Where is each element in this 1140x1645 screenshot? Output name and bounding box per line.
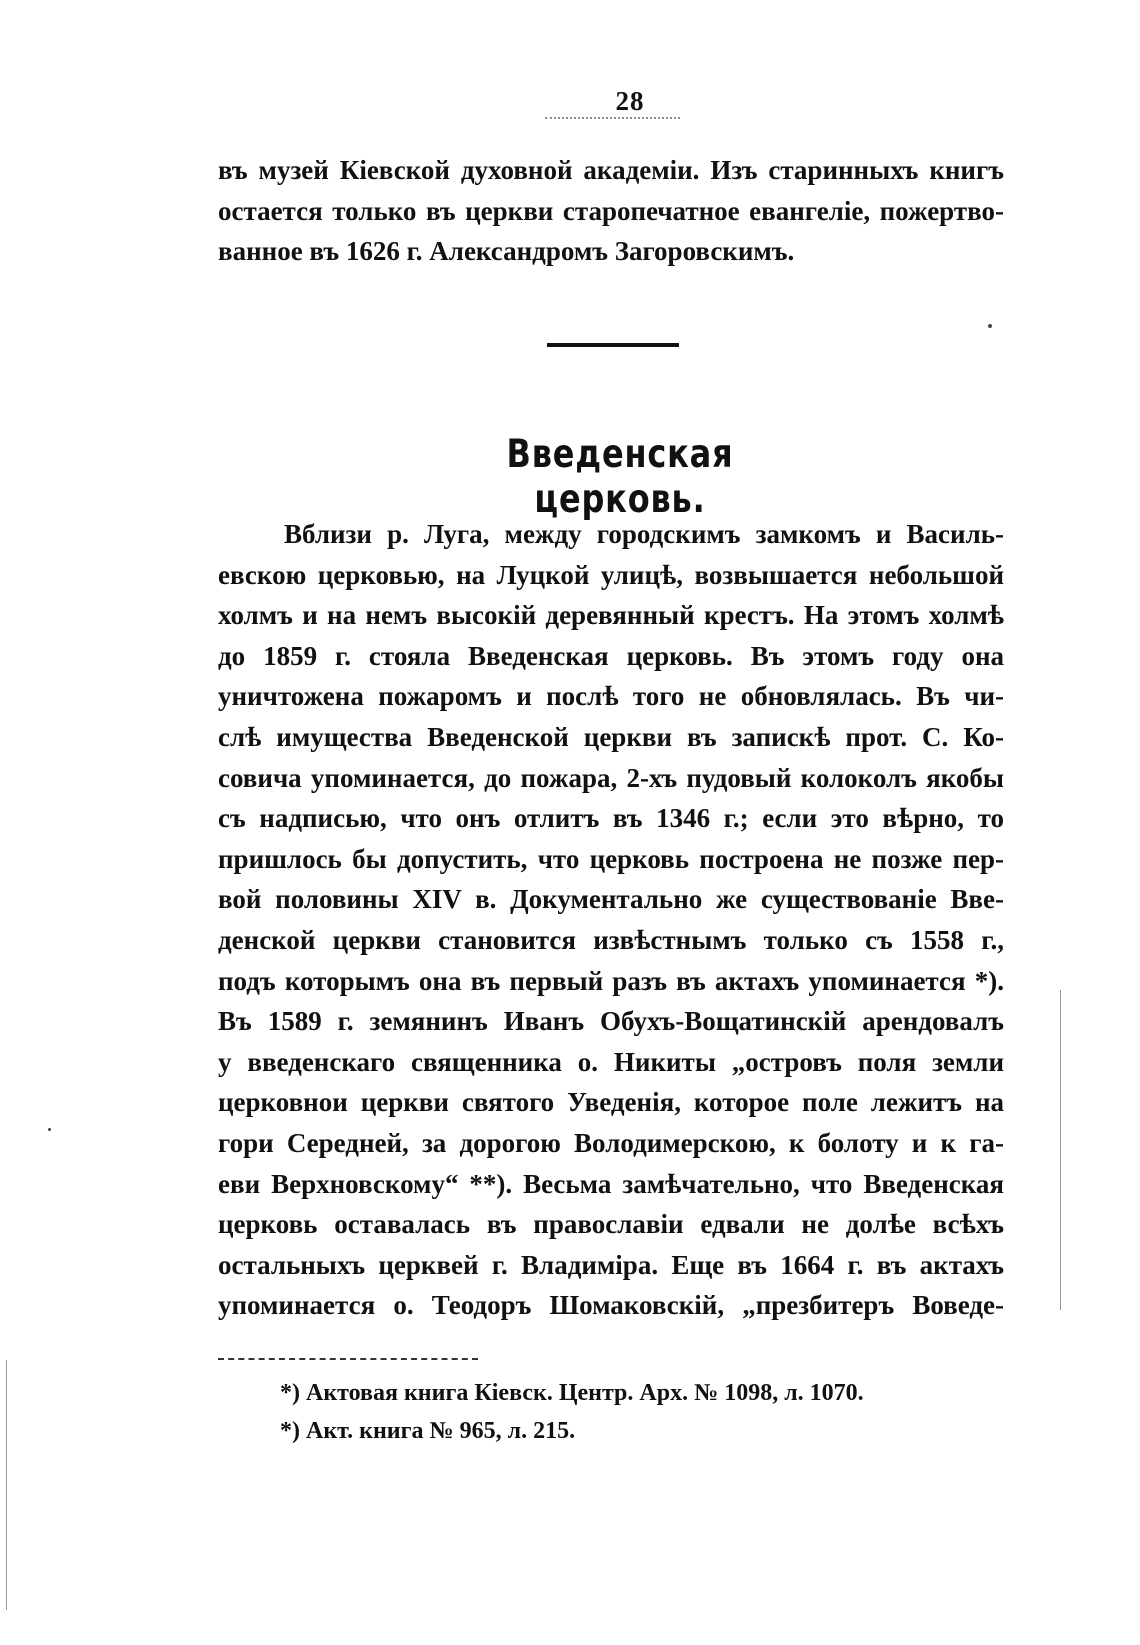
text-line: совича упоминается, до пожара, 2-хъ пудовый колоколъ якобы <box>218 762 1004 793</box>
text-line: церковнои церкви святого Уведенія, которое поле лежитъ на <box>218 1087 1004 1118</box>
page-number: 28 <box>615 86 645 116</box>
text-line: церковь оставалась въ православіи едвали не долѣе всѣхъ <box>218 1209 1004 1240</box>
section-title: Введенская церковь. <box>506 432 734 522</box>
text-line: уничтожена пожаромъ и послѣ того не обновлялась. Въ чи- <box>218 681 1004 712</box>
text-line: упоминается о. Теодоръ Шомаковскій, „презбитеръ Воведе- <box>218 1290 1004 1321</box>
footnote-divider <box>218 1358 478 1360</box>
text-line: подъ которымъ она въ первый разъ въ актахъ упоминается *). <box>218 965 1004 996</box>
text-line: евскою церковью, на Луцкой улицѣ, возвышается небольшой <box>218 559 1004 590</box>
footnote: *) Актовая книга Кіевск. Центр. Арх. № 1098, л. 1070. <box>280 1380 864 1406</box>
text-line: съ надписью, что онъ отлитъ въ 1346 г.; если это вѣрно, то <box>218 803 1004 834</box>
text-line: еви Верхновскому“ **). Весьма замѣчательно, что Введенская <box>218 1168 1004 1199</box>
scan-margin-line <box>6 1360 7 1610</box>
text-line: гори Середней, за дорогою Володимерскою, к болоту и к га- <box>218 1127 1004 1158</box>
top-paragraph <box>218 150 1004 272</box>
text-line: пришлось бы допустить, что церковь построена не позже пер- <box>218 843 1004 874</box>
text-line: холмъ и на немъ высокій деревянный крестъ. На этомъ холмѣ <box>218 600 1004 631</box>
scan-speck <box>988 324 992 328</box>
text-line: денской церкви становится извѣстнымъ только съ 1558 г., <box>218 924 1004 955</box>
text-line: вой половины XIV в. Документально же существованіе Вве- <box>218 884 1004 915</box>
text-line: Въ 1589 г. земянинъ Иванъ Обухъ-Вощатинскій арендовалъ <box>218 1006 1004 1037</box>
scan-margin-line <box>1060 990 1061 1310</box>
text-line: ванное въ 1626 г. Александромъ Загоровскимъ. <box>218 236 795 267</box>
page-number-ornament <box>545 117 680 125</box>
section-divider <box>547 343 679 347</box>
text-line: въ музей Кіевской духовной академіи. Изъ старинныхъ книгъ <box>218 155 1004 185</box>
text-line: остается только въ церкви старопечатное евангеліе, пожертво- <box>218 195 1004 226</box>
text-line: остальныхъ церквей г. Владиміра. Еще въ 1664 г. въ актахъ <box>218 1249 1004 1280</box>
text-line: до 1859 г. стояла Введенская церковь. Въ этомъ году она <box>218 640 1004 671</box>
footnote: *) Акт. книга № 965, л. 215. <box>280 1418 576 1444</box>
main-paragraph <box>218 514 1004 1326</box>
text-line: у введенскаго священника о. Никиты „островъ поля земли <box>218 1046 1004 1077</box>
text-line: слѣ имущества Введенской церкви въ запискѣ прот. С. Ко- <box>218 721 1004 752</box>
scan-speck <box>48 1128 51 1131</box>
text-line: Вблизи р. Луга, между городскимъ замкомъ и Василь- <box>284 519 1004 549</box>
